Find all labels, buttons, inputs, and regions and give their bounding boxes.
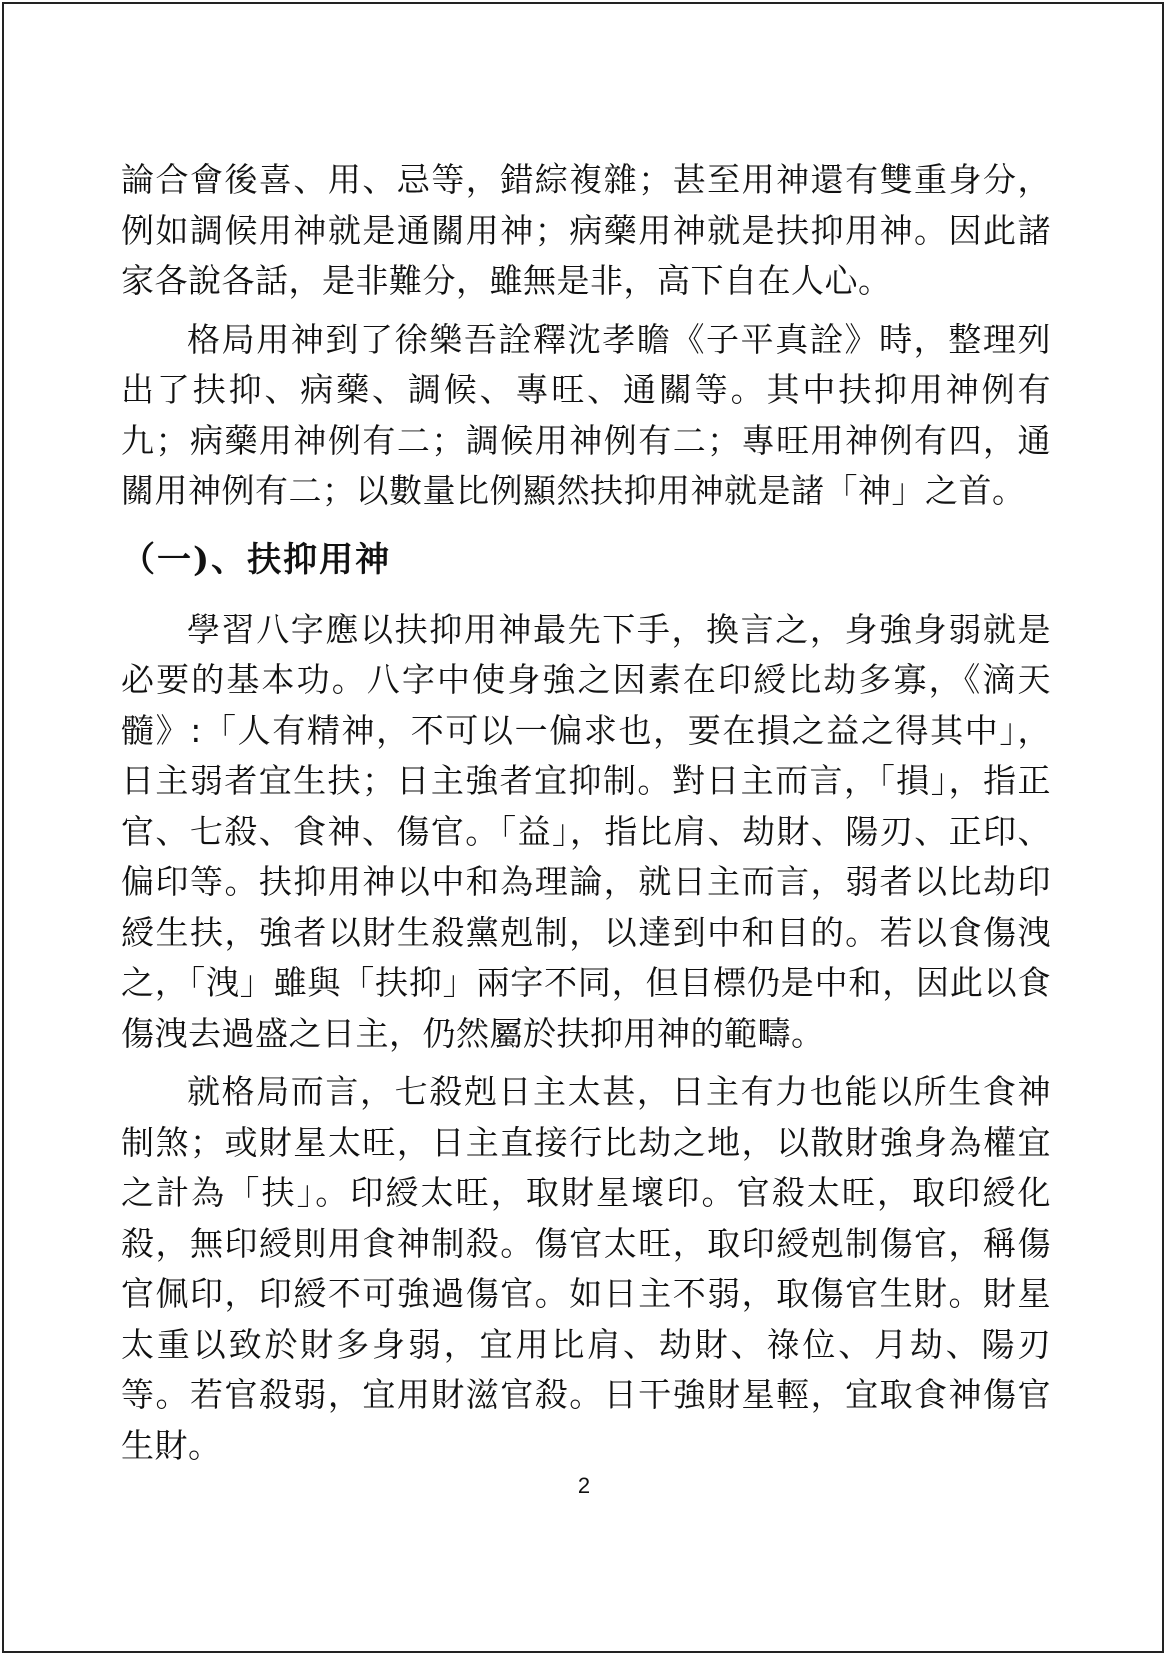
paragraph-geju-analysis: 就格局而言，七殺剋日主太甚，日主有力也能以所生食神制煞；或財星太旺，日主直接行比劫之地，以散財強身為權宜之計為「扶」。印綬太旺，取財星壞印。官殺太旺，取印綬化殺，無印綬則用食神制殺。傷官太旺，取印綬剋制傷官，稱傷官佩印，印綬不可強過傷官。如日主不弱，取傷官生財。財星太重以致於財多身弱，宜用比肩、劫財、祿位、月劫、陽刃等。若官殺弱，宜用財滋官殺。日干強財星輕，宜取食神傷官生財。 xyxy=(121,1072,1051,1465)
paragraph-geju-yongshen: 格局用神到了徐樂吾詮釋沈孝瞻《子平真詮》時，整理列出了扶抑、病藥、調候、專旺、通關等。其中扶抑用神例有九；病藥用神例有二；調候用神例有二；專旺用神例有四，通關用神例有二；以數量比例顯然扶抑用神就是諸「神」之首。 xyxy=(121,319,1051,510)
section-heading: （一)、扶抑用神 xyxy=(121,539,392,580)
paragraph-continued: 論合會後喜、用、忌等，錯綜複雜；甚至用神還有雙重身分，例如調候用神就是通關用神；病藥用神就是扶抑用神。因此諸家各說各話，是非難分，雖無是非，高下自在人心。 xyxy=(121,160,1051,300)
document-body xyxy=(121,155,1051,1471)
page-number: 2 xyxy=(577,1473,591,1498)
paragraph-fuyi-intro: 學習八字應以扶抑用神最先下手，換言之，身強身弱就是必要的基本功。八字中使身強之因素在印綬比劫多寡，《滴天髓》:「人有精神，不可以一偏求也，要在損之益之得其中」，日主弱者宜生扶；日主強者宜抑制。對日主而言，「損」，指正官、七殺、食神、傷官。「益」，指比肩、劫財、陽刃、正印、偏印等。扶抑用神以中和為理論，就日主而言，弱者以比劫印綬生扶，強者以財生殺黨剋制，以達到中和目的。若以食傷洩之，「洩」雖與「扶抑」兩字不同，但目標仍是中和，因此以食傷洩去過盛之日主，仍然屬於扶抑用神的範疇。 xyxy=(121,609,1051,1053)
